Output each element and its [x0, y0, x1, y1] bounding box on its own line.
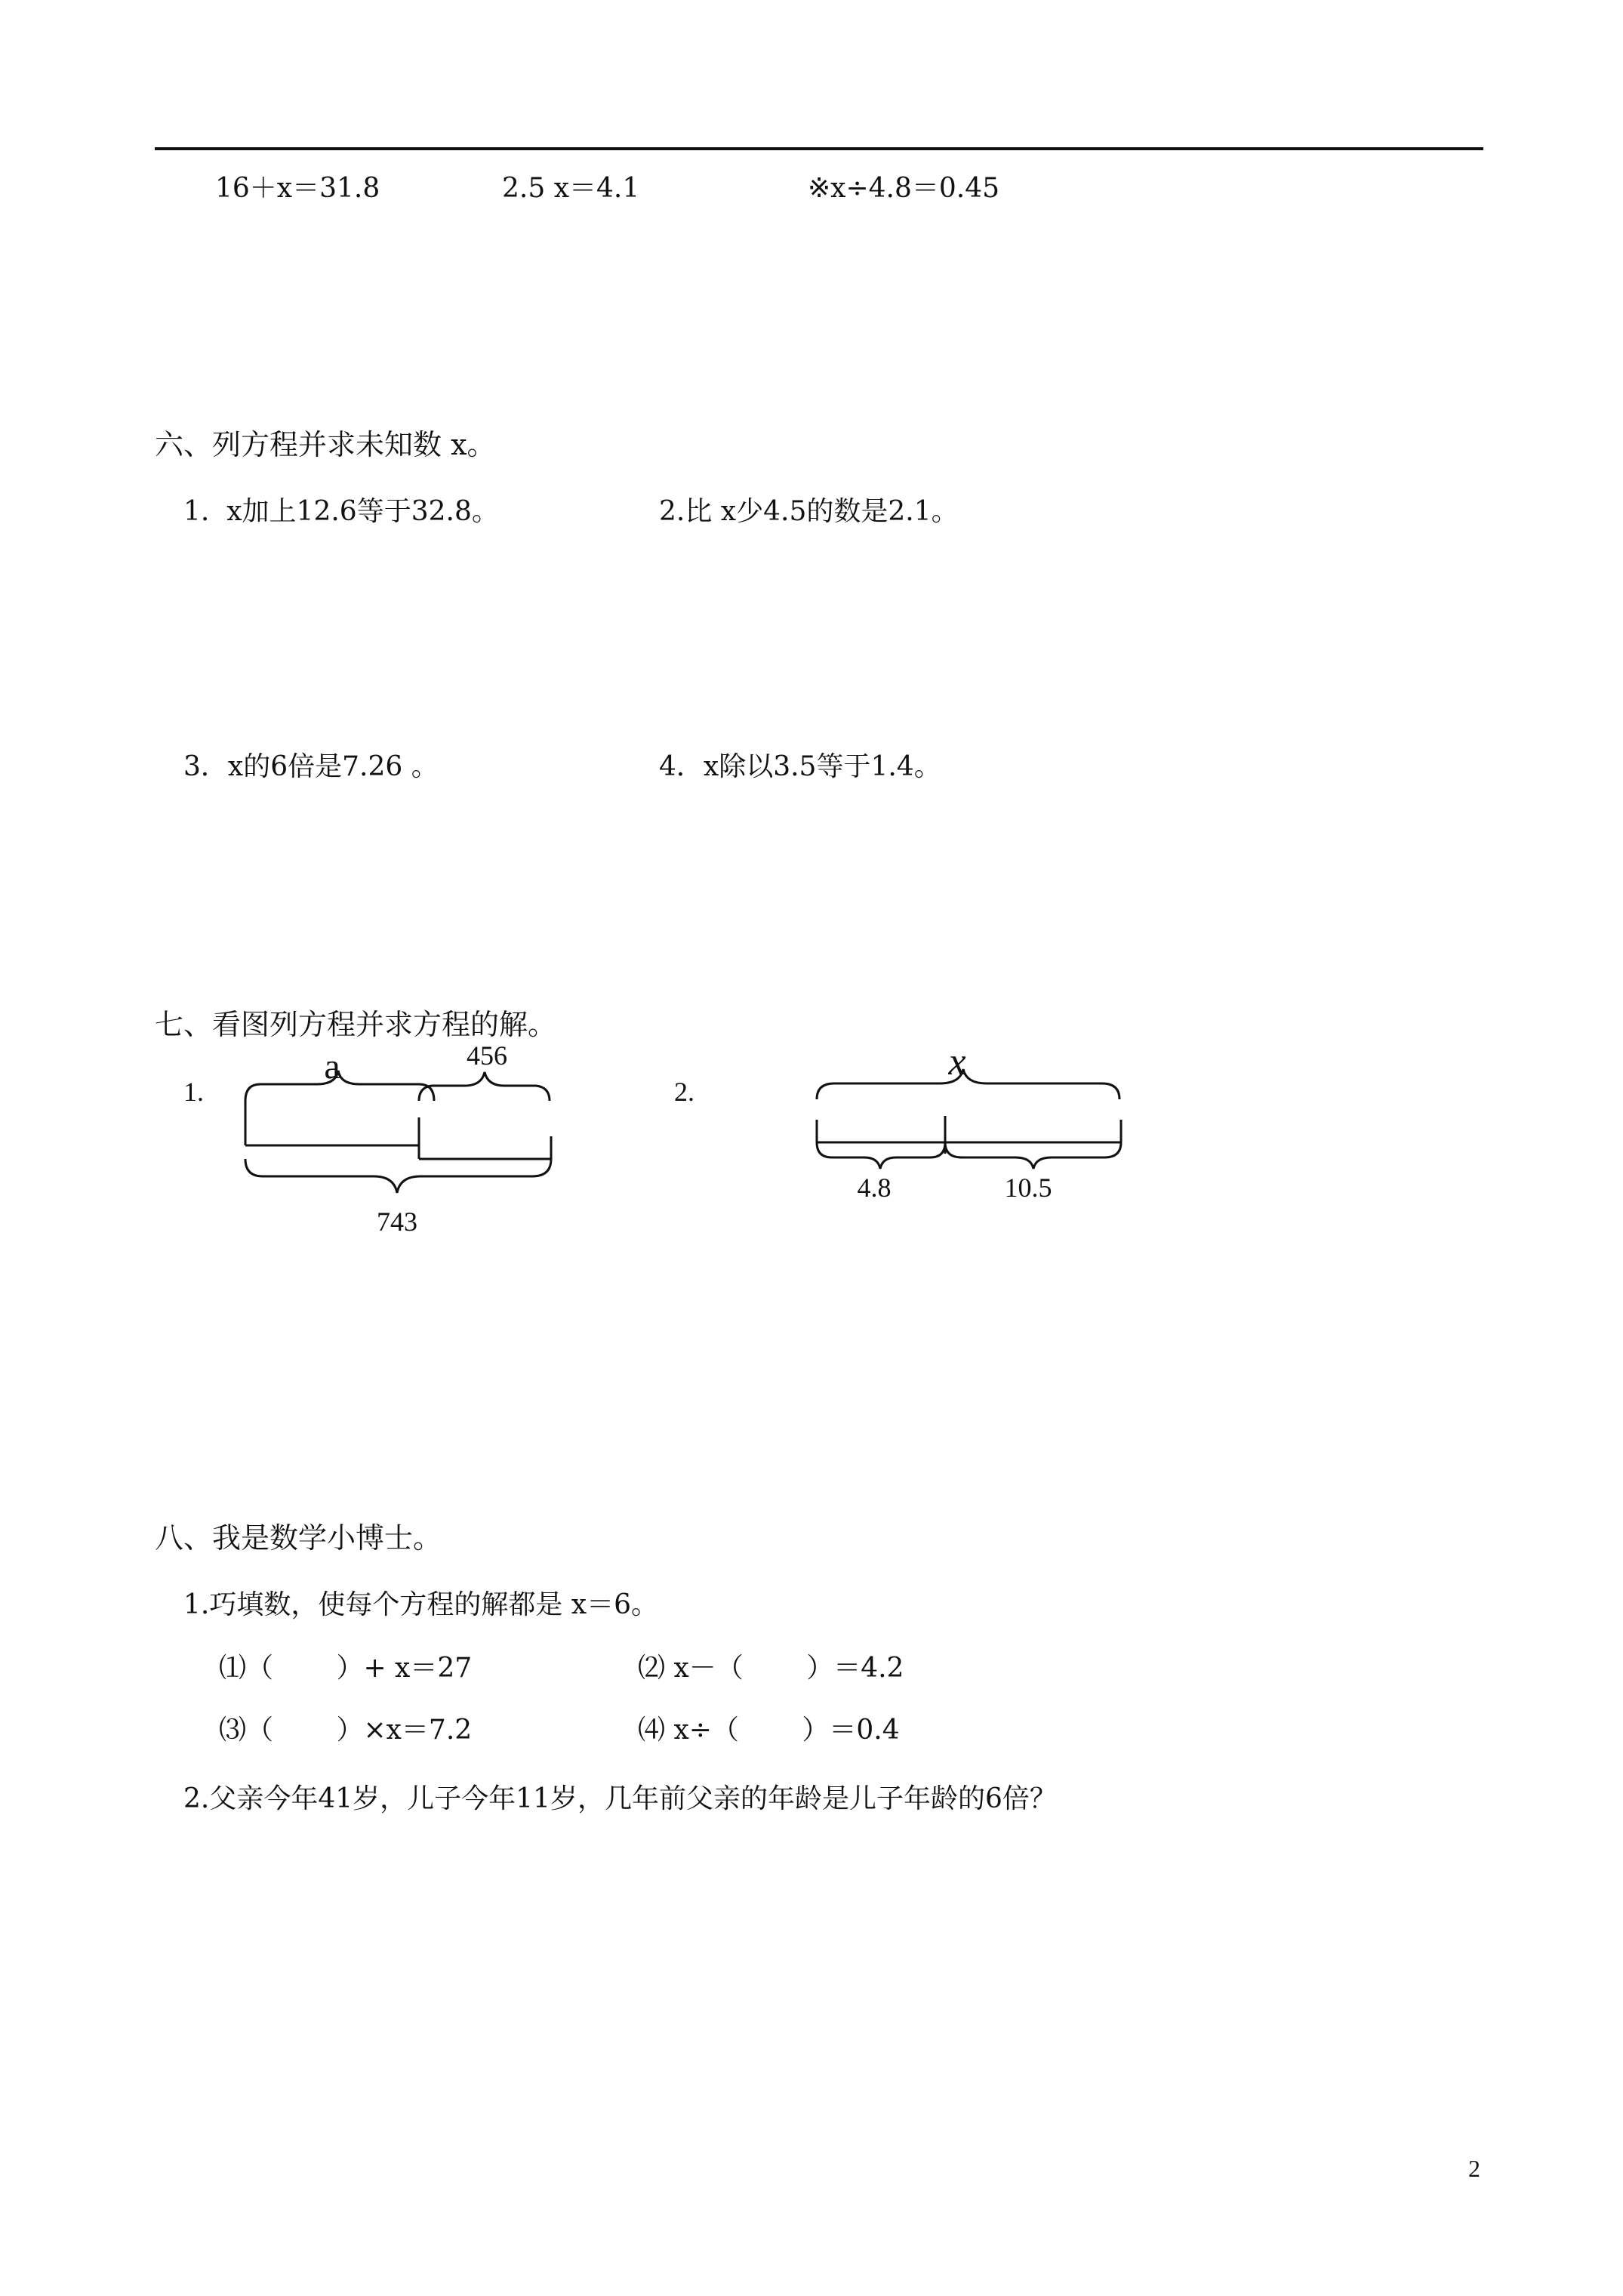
diagram-2: [800, 1040, 1140, 1222]
diagram-1-label-a: a: [324, 1046, 340, 1086]
section-7-heading: 七、看图列方程并求方程的解。: [155, 1008, 557, 1041]
diagram-1: [226, 1042, 574, 1246]
diagram-2-brace-10-5: [945, 1142, 1121, 1169]
diagram-2-number: 2.: [674, 1077, 694, 1107]
problem-8-1: 1.巧填数，使每个方程的解都是 x＝6。: [183, 1589, 658, 1620]
problem-8-2: 2.父亲今年41岁，儿子今年11岁，几年前父亲的年龄是儿子年龄的6倍？: [183, 1783, 1057, 1814]
equation-3: ※x÷4.8＝0.45: [808, 173, 1000, 204]
diagram-2-brace-x: [817, 1069, 1119, 1099]
diagram-1-label-456: 456: [467, 1042, 507, 1071]
equation-2: 2.5 x＝4.1: [502, 173, 640, 204]
page-number: 2: [1468, 2155, 1480, 2182]
fill-blank-1: ⑴（ ）+ x＝27: [219, 1653, 473, 1684]
diagram-1-brace-456: [419, 1072, 550, 1101]
section-6-heading: 六、列方程并求未知数 x。: [155, 428, 496, 461]
problem-6-1: 1. x加上12.6等于32.8。: [183, 496, 499, 527]
problem-6-3: 3．x的6倍是7.26 。: [183, 751, 439, 782]
fill-blank-3: ⑶（ ）×x＝7.2: [219, 1715, 473, 1746]
diagram-1-label-743: 743: [377, 1207, 417, 1237]
diagram-2-label-10-5: 10.5: [1004, 1173, 1052, 1203]
fill-blank-2: ⑵ x－（ ）＝4.2: [638, 1653, 904, 1684]
fill-blank-4: ⑷ x÷（ ）＝0.4: [638, 1715, 900, 1746]
problem-6-2: 2.比 x少4.5的数是2.1。: [659, 496, 959, 527]
diagram-2-label-x: x: [948, 1040, 966, 1083]
diagram-1-brace-743: [245, 1159, 551, 1193]
section-8-heading: 八、我是数学小博士。: [155, 1521, 442, 1555]
diagram-2-label-4-8: 4.8: [857, 1173, 892, 1203]
diagram-2-brace-4-8: [817, 1142, 945, 1169]
equation-1: 16＋x＝31.8: [215, 173, 380, 204]
diagram-1-number: 1.: [183, 1077, 204, 1107]
problem-6-4: 4．x除以3.5等于1.4。: [659, 751, 941, 782]
header-rule: [155, 147, 1483, 150]
